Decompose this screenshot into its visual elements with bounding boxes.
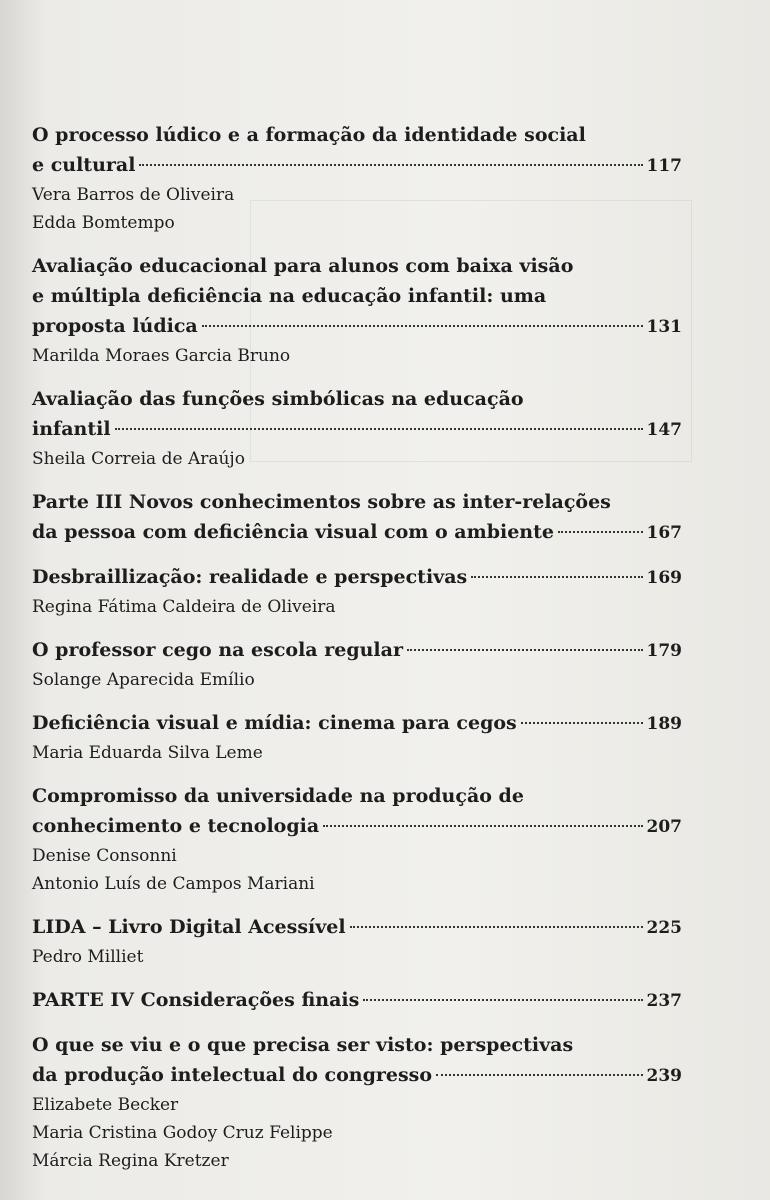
toc-entry — [32, 985, 682, 1016]
dot-leader — [436, 1074, 642, 1076]
entry-title-line: e múltipla deficiência na educação infantil: uma — [32, 285, 547, 307]
page-number: 207 — [646, 817, 682, 837]
entry-title-text: O professor cego na escola regular — [32, 639, 403, 661]
entry-title-last-line — [32, 811, 682, 842]
page-number: 189 — [646, 714, 682, 734]
entry-title-text: da pessoa com deficiência visual com o ambiente — [32, 521, 554, 543]
entry-title-last-line — [32, 150, 682, 181]
dot-leader — [115, 428, 643, 430]
dot-leader — [471, 576, 642, 578]
page-number: 117 — [646, 156, 682, 176]
entry-title-text: conhecimento e tecnologia — [32, 815, 320, 837]
toc-entry — [32, 120, 682, 237]
toc-entry — [32, 708, 682, 767]
author-name: Antonio Luís de Campos Mariani — [32, 874, 315, 894]
toc-entry — [32, 781, 682, 898]
author-name: Vera Barros de Oliveira — [32, 185, 235, 205]
entry-title-text: proposta lúdica — [32, 315, 198, 337]
page-number: 147 — [646, 420, 682, 440]
entry-title-last-line — [32, 517, 682, 548]
author-name: Pedro Milliet — [32, 947, 144, 967]
page-number: 179 — [646, 641, 682, 661]
author-name: Maria Eduarda Silva Leme — [32, 743, 263, 763]
author-name: Márcia Regina Kretzer — [32, 1151, 229, 1171]
entry-title-last-line — [32, 635, 682, 666]
author-name: Marilda Moraes Garcia Bruno — [32, 346, 291, 366]
toc-entry — [32, 487, 682, 548]
entry-title-line: Parte III Novos conhecimentos sobre as inter-relações — [32, 491, 611, 513]
page-number: 167 — [646, 523, 682, 543]
page-number: 239 — [646, 1066, 682, 1086]
page-number: 131 — [646, 317, 682, 337]
entry-title-line: O que se viu e o que precisa ser visto: perspectivas — [32, 1034, 574, 1056]
author-name: Denise Consonni — [32, 846, 177, 866]
entry-title-text: da produção intelectual do congresso — [32, 1064, 433, 1086]
entry-title-text: Deficiência visual e mídia: cinema para cegos — [32, 712, 517, 734]
author-name: Regina Fátima Caldeira de Oliveira — [32, 597, 336, 617]
dot-leader — [139, 164, 642, 166]
entry-title-last-line — [32, 708, 682, 739]
dot-leader — [350, 926, 643, 928]
author-name: Maria Cristina Godoy Cruz Felippe — [32, 1123, 333, 1143]
entry-title-text: e cultural — [32, 154, 136, 176]
toc-entry — [32, 562, 682, 621]
entry-title-last-line — [32, 912, 682, 943]
entry-title-last-line — [32, 985, 682, 1016]
entry-title-line: O processo lúdico e a formação da identidade social — [32, 124, 586, 146]
toc-entry — [32, 1030, 682, 1175]
entry-title-last-line — [32, 562, 682, 593]
entry-title-text: infantil — [32, 418, 111, 440]
toc-entry — [32, 384, 682, 473]
dot-leader — [558, 531, 643, 533]
dot-leader — [521, 722, 643, 724]
author-name: Elizabete Becker — [32, 1095, 179, 1115]
entry-title-line: Avaliação das funções simbólicas na educação — [32, 388, 524, 410]
entry-title-last-line — [32, 311, 682, 342]
toc-entry — [32, 912, 682, 971]
dot-leader — [363, 999, 642, 1001]
page-number: 237 — [646, 991, 682, 1011]
entry-title-line: Compromisso da universidade na produção de — [32, 785, 524, 807]
entry-title-last-line — [32, 414, 682, 445]
dot-leader — [323, 825, 642, 827]
entry-title-line: Avaliação educacional para alunos com baixa visão — [32, 255, 574, 277]
author-name: Sheila Correia de Araújo — [32, 449, 245, 469]
page-number: 225 — [646, 918, 682, 938]
toc-entry — [32, 635, 682, 694]
dot-leader — [407, 649, 643, 651]
page-number: 169 — [646, 568, 682, 588]
author-name: Solange Aparecida Emílio — [32, 670, 255, 690]
dot-leader — [202, 325, 643, 327]
toc-entry — [32, 251, 682, 370]
entry-title-text: Desbraillização: realidade e perspectivas — [32, 566, 468, 588]
entry-title-last-line — [32, 1060, 682, 1091]
entry-title-text: PARTE IV Considerações finais — [32, 989, 360, 1011]
table-of-contents — [32, 120, 682, 1189]
entry-title-text: LIDA – Livro Digital Acessível — [32, 916, 346, 938]
author-name: Edda Bomtempo — [32, 213, 175, 233]
